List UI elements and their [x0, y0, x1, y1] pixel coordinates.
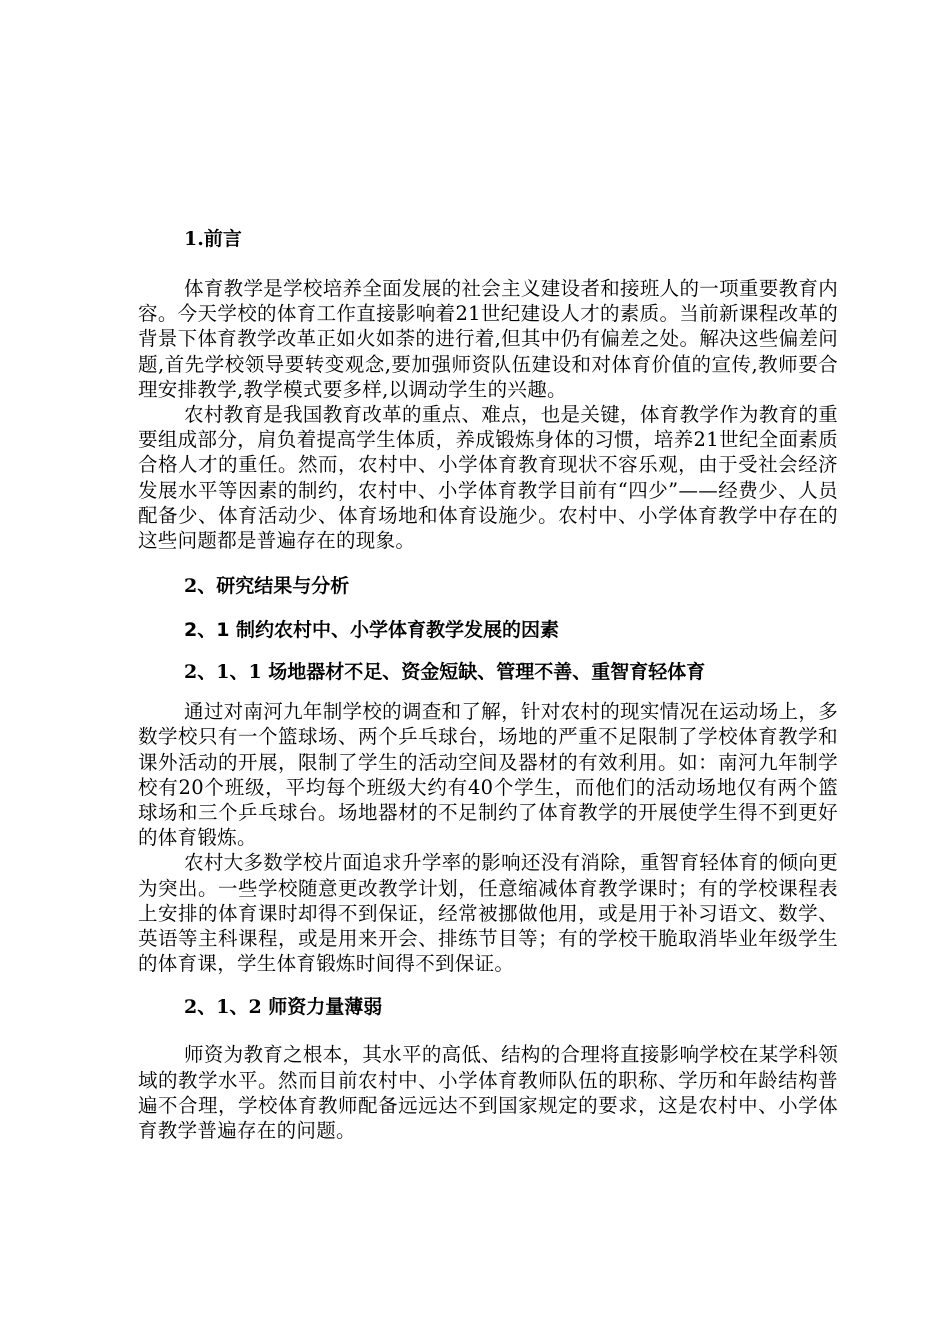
subsubsection-heading-venue: 2、1、1 场地器材不足、资金短缺、管理不善、重智育轻体育 [184, 661, 706, 684]
section-heading-intro: 1.前言 [184, 228, 242, 250]
paragraph: 通过对南河九年制学校的调查和了解，针对农村的现实情况在运动场上，多数学校只有一个篮球场、两个乒乓球台，场地的严重不足限制了学校体育教学和课外活动的开展，限制了学生的活动空间及器材的有效利用。如：南河九年制学校有20个班级，平均每个班级大约有40个学生，而他们的活动场地仅有两个篮球场和三个乒乓球台。场地器材的不足制约了体育教学的开展使学生得不到更好的体育锻炼。 [138, 700, 838, 850]
subsubsection-heading-teachers: 2、1、2 师资力量薄弱 [184, 996, 383, 1019]
section-heading-results: 2、研究结果与分析 [184, 575, 350, 598]
paragraph: 师资为教育之根本，其水平的高低、结构的合理将直接影响学校在某学科领域的教学水平。然而目前农村中、小学体育教师队伍的职称、学历和年龄结构普遍不合理，学校体育教师配备远远达不到国家规定的要求，这是农村中、小学体育教学普遍存在的问题。 [138, 1043, 838, 1143]
paragraph: 体育教学是学校培养全面发展的社会主义建设者和接班人的一项重要教育内容。今天学校的体育工作直接影响着21世纪建设人才的素质。当前新课程改革的背景下体育教学改革正如火如荼的进行着,但其中仍有偏差之处。解决这些偏差问题,首先学校领导要转变观念,要加强师资队伍建设和对体育价值的宣传,教师要合理安排教学,教学模式要多样,以调动学生的兴趣。 [138, 277, 838, 401]
subsection-heading-factors: 2、1 制约农村中、小学体育教学发展的因素 [184, 619, 560, 642]
paragraph: 农村教育是我国教育改革的重点、难点，也是关键，体育教学作为教育的重要组成部分，肩负着提高学生体质，养成锻炼身体的习惯，培养21世纪全面素质合格人才的重任。然而，农村中、小学体育教育现状不容乐观，由于受社会经济发展水平等因素的制约，农村中、小学体育教学目前有“四少”——经费少、人员配备少、体育活动少、体育场地和体育设施少。农村中、小学体育教学中存在的这些问题都是普遍存在的现象。 [138, 403, 838, 553]
document-body [138, 224, 838, 1143]
paragraph: 农村大多数学校片面追求升学率的影响还没有消除，重智育轻体育的倾向更为突出。一些学校随意更改教学计划，任意缩减体育教学课时；有的学校课程表上安排的体育课时却得不到保证，经常被挪做他用，或是用于补习语文、数学、英语等主科课程，或是用来开会、排练节目等；有的学校干脆取消毕业年级学生的体育课，学生体育锻炼时间得不到保证。 [138, 851, 838, 976]
